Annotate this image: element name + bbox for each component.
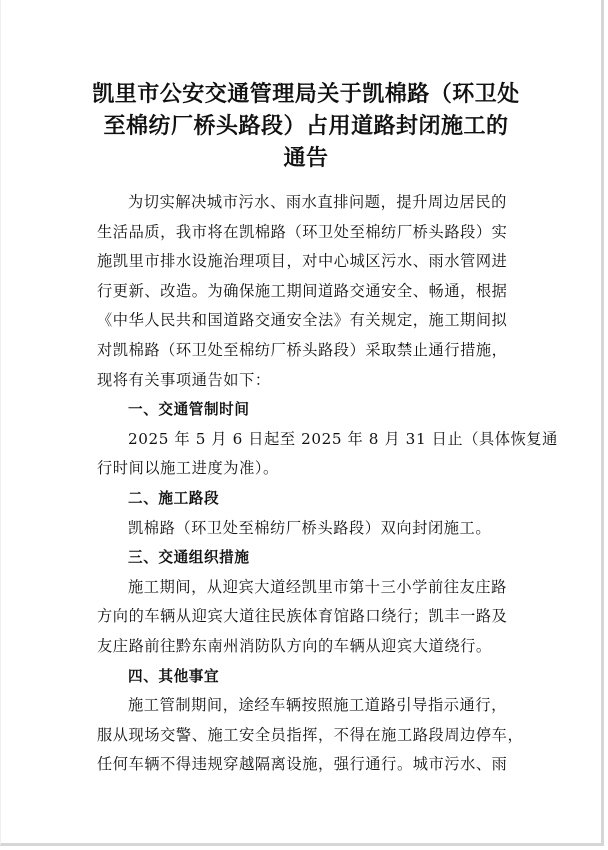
body-line: 方向的车辆从迎宾大道往民族体育馆路口绕行；凯丰一路及 [97,607,508,626]
body-line: 2025 年 5 月 6 日起至 2025 年 8 月 31 日止（具体恢复通 [128,429,558,448]
body-line: 施凯里市排水设施治理项目，对中心城区污水、雨水管网进 [97,252,508,271]
section-heading: 一、交通管制时间 [128,401,250,419]
body-line: 《中华人民共和国道路交通安全法》有关规定，施工期间拟 [97,311,508,330]
title-line: 凯里市公安交通管理局关于凯棉路（环卫处 [92,81,520,107]
section-heading: 二、施工路段 [128,489,220,507]
body-line: 施工管制期间，途经车辆按照施工道路引导指示通行， [128,696,507,715]
title-line: 通告 [283,145,329,171]
body-line: 对凯棉路（环卫处至棉纺厂桥头路段）采取禁止通行措施， [97,340,508,359]
title-line: 至棉纺厂桥头路段）占用道路封闭施工的 [103,113,509,139]
document-title [61,78,551,174]
body-line: 现将有关事项通告如下： [97,370,271,389]
section-heading: 三、交通组织措施 [128,549,250,567]
body-line: 友庄路前往黔东南州消防队方向的车辆从迎宾大道绕行。 [97,636,492,655]
body-line: 生活品质，我市将在凯棉路（环卫处至棉纺厂桥头路段）实 [97,222,508,241]
body-line: 凯棉路（环卫处至棉纺厂桥头路段）双向封闭施工。 [128,518,492,537]
body-line: 任何车辆不得违规穿越隔离设施，强行通行。城市污水、雨 [97,755,508,774]
body-line: 施工期间，从迎宾大道经凯里市第十三小学前往友庄路 [128,577,507,596]
body-line: 为切实解决城市污水、雨水直排问题，提升周边居民的 [128,193,507,211]
body-line: 服从现场交警、施工安全员指挥，不得在施工路段周边停车， [97,725,524,744]
body-line: 行时间以施工进度为准）。 [97,459,279,478]
body-line: 行更新、改造。为确保施工期间道路交通安全、畅通，根据 [97,281,508,300]
section-heading: 四、其他事宜 [128,667,220,685]
document-body [97,188,558,780]
